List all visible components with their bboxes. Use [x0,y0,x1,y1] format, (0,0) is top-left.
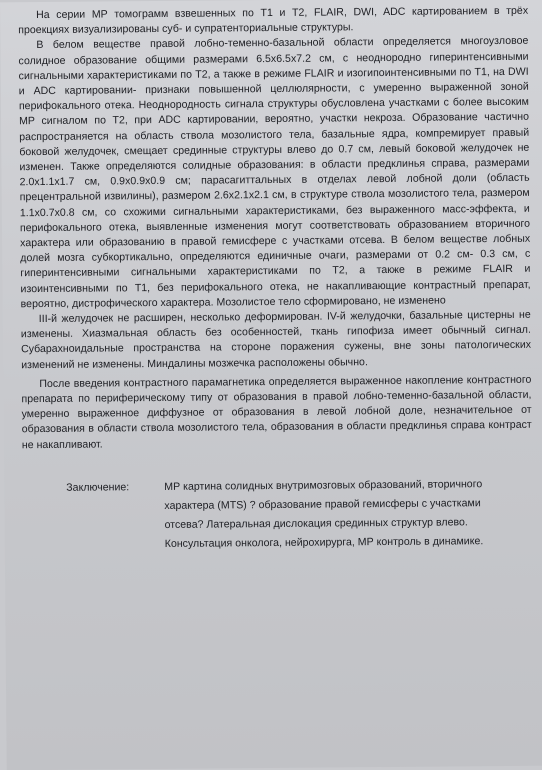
conclusion-text: МР картина солидных внутримозговых образований, вторичного характера (MTS) ? образование правой гемисферы с участками отсева? Латеральная дислокация срединных структур влево. Консультация онколога, нейрохирурга, МР контроль в динамике. [164,478,484,550]
conclusion-label: Заключение: [66,481,130,494]
paragraph-findings: В белом веществе правой лобно-теменно-базальной области определяется многоузловое солидное образование общими размерами 6.5х6.5х7.2 см, с неоднородно гиперинтенсивными сигнальными характеристиками по Т2, а также в режиме FLAIR и изогипоинтенсивными по Т1, на DWI и ADC картировании- признаки повышенной целлюлярности, с умеренно выраженной зоной перифокального отека. Неоднородность сигнала структуры обусловлена участками с более высоким МР сигналом по Т2, при ADC картировании, вероятно, участки некроза. Образование частично распространяется на область ствола мозолистого тела, базальные ядра, компремирует правый боковой желудочек, смещает срединные структуры влево до 0.7 см, левый боковой желудочек не изменен. Также определяются солидные образования: в области предклинья справа, размерами 2.0х1.1х1.7 см, 0.9х0.9х0.9 см; парасагиттальных в отделах левой лобной доли (область прецентральной извилины), размером 2.6х2.1х2.1 см, в структуре ствола мозолистого тела, размером 1.1х0.7х0.8 см, со схожими сигнальными характеристиками, без выраженного масс-эффекта, и перифокального отека, выявленные изменения могут соответствовать образованием вторичного характера или образованию в правой гемисфере с участками отсева. В белом веществе лобных долей мозга субкортикально, определяются единичные очаги, размерами от 0.2 см- 0.3 см, с гиперинтенсивными сигнальными характеристиками по Т2, а также в режиме FLAIR и изоинтенсивными по Т1, без перифокального отека, не накапливающие контрастный препарат, вероятно, дистрофического характера. Мозолистое тело сформировано, не изменено [18,35,531,311]
conclusion-section [22,475,533,555]
paragraph-contrast: После введения контрастного парамагнетика определяется выраженное накопление контрастного препарата по периферическому типу от образования в правой лобно-теменно-базальной области, умеренно выраженное диффузное от образования в левой лобной доле, незначительное от образования в области ствола мозолистого тела, образования в области предклинья справа контраст не накапливают. [21,373,532,451]
paragraph-protocol: На серии МР томограмм взвешенных по Т1 и Т2, FLAIR, DWI, ADC картированием в трёх проекциях визуализированы суб- и супратенториальные структуры. [18,4,529,37]
report-body [18,4,532,453]
paragraph-ventricles: III-й желудочек не расширен, несколько деформирован. IV-й желудочки, базальные цистерны не изменены. Хиазмальная область без особенностей, ткань гипофиза имеет обычный сигнал. Субарахноидальные пространства на стороне поражения сужены, вне зоны патологических изменений не изменены. Миндалины мозжечка расположены обычно. [20,308,532,371]
